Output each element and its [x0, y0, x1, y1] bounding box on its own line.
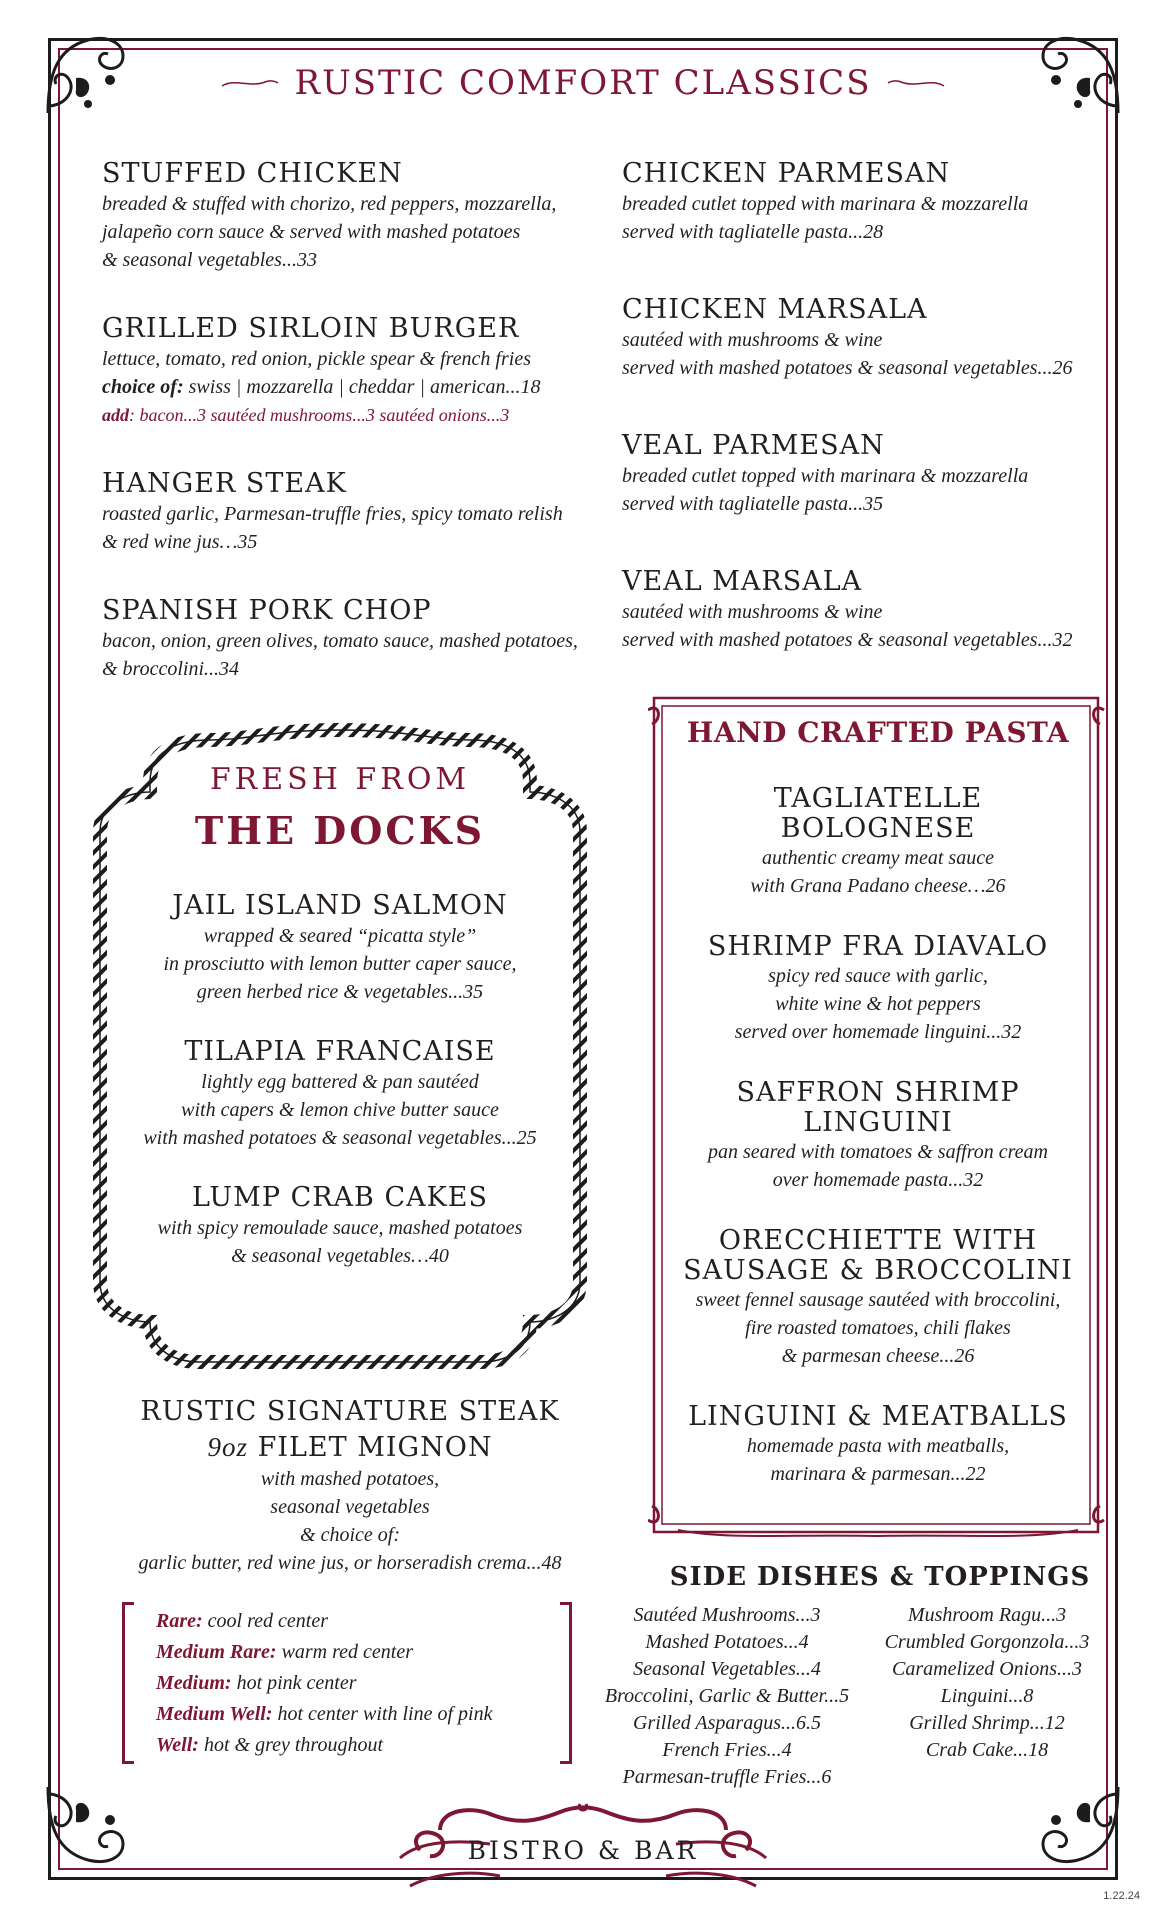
- fresh-from-docks-section: [80, 722, 600, 1370]
- menu-item: [622, 158, 1092, 246]
- item-name: CHICKEN MARSALA: [622, 294, 928, 325]
- temp-label: Medium Well:: [156, 1703, 273, 1725]
- side-item: Crab Cake...18: [925, 1739, 1049, 1761]
- swash-right-icon: [886, 76, 946, 90]
- desc-line: pan seared with tomatoes & saffron cream: [708, 1141, 1048, 1163]
- sides-column-left: [586, 1602, 868, 1791]
- item-name: SPANISH PORK CHOP: [102, 595, 432, 626]
- side-item: Mushroom Ragu...3: [907, 1604, 1067, 1626]
- temperature-row: [156, 1606, 492, 1637]
- menu-item: [110, 1182, 570, 1270]
- pasta-items: [678, 784, 1078, 1520]
- item-name: SAFFRON SHRIMP LINGUINI: [736, 1077, 1020, 1138]
- item-name: TAGLIATELLE BOLOGNESE: [773, 783, 983, 844]
- desc-line: in prosciutto with lemon butter caper sauce,: [163, 953, 517, 975]
- hand-crafted-pasta-section: [648, 690, 1108, 1540]
- side-item: Crumbled Gorgonzola...3: [884, 1631, 1090, 1653]
- item-description: [110, 922, 570, 1006]
- desc-line: sautéed with mushrooms & wine: [622, 601, 883, 623]
- desc-line: spicy red sauce with garlic,: [768, 965, 988, 987]
- side-item: Broccolini, Garlic & Butter...5: [604, 1685, 850, 1707]
- item-name: VEAL PARMESAN: [622, 430, 885, 461]
- item-description: [678, 1138, 1078, 1194]
- item-name: STUFFED CHICKEN: [102, 158, 403, 189]
- item-name: SHRIMP FRA DIAVALO: [707, 931, 1049, 962]
- temp-label: Medium:: [156, 1672, 232, 1694]
- desc-line: seasonal vegetables: [270, 1496, 430, 1518]
- item-description: [622, 190, 1092, 246]
- bracket-right: [560, 1602, 572, 1764]
- signature-steak-section: [110, 1394, 590, 1577]
- menu-item: [622, 430, 1092, 518]
- side-item: French Fries...4: [662, 1739, 792, 1761]
- menu-item: [102, 313, 602, 429]
- side-item: Sautéed Mushrooms...3: [633, 1604, 821, 1626]
- desc-line: breaded cutlet topped with marinara & mozzarella: [622, 465, 1029, 487]
- item-description: [622, 598, 1092, 654]
- desc-line: white wine & hot peppers: [775, 993, 981, 1015]
- pasta-title: HAND CRAFTED PASTA: [686, 716, 1070, 749]
- signature-title: RUSTIC SIGNATURE STEAK: [140, 1396, 560, 1427]
- temp-text: hot & grey throughout: [198, 1734, 384, 1756]
- temp-label: Medium Rare:: [156, 1641, 277, 1663]
- side-item: Mashed Potatoes...4: [645, 1631, 809, 1653]
- menu-item: [678, 1226, 1078, 1370]
- desc-line: lettuce, tomato, red onion, pickle spear & french fries: [102, 348, 531, 370]
- desc-line: sweet fennel sausage sautéed with broccolini,: [695, 1289, 1061, 1311]
- item-name: LUMP CRAB CAKES: [191, 1182, 489, 1213]
- desc-line: & choice of:: [300, 1524, 400, 1546]
- desc-line: with Grana Padano cheese…26: [750, 875, 1006, 897]
- docks-items: [110, 890, 570, 1300]
- desc-line: served with mashed potatoes & seasonal vegetables...26: [622, 357, 1073, 379]
- menu-item: [678, 784, 1078, 900]
- desc-line: breaded cutlet topped with marinara & mozzarella: [622, 193, 1029, 215]
- menu-item: [622, 294, 1092, 382]
- desc-line: with spicy remoulade sauce, mashed potatoes: [157, 1217, 523, 1239]
- menu-item: [110, 890, 570, 1006]
- desc-line: marinara & parmesan...22: [770, 1463, 986, 1485]
- side-item: Caramelized Onions...3: [892, 1658, 1082, 1680]
- item-description: [678, 1432, 1078, 1488]
- desc-line: authentic creamy meat sauce: [762, 847, 994, 869]
- desc-line: garlic butter, red wine jus, or horseradish crema...48: [138, 1552, 562, 1574]
- item-name: JAIL ISLAND SALMON: [172, 890, 508, 921]
- temperature-row: [156, 1668, 492, 1699]
- menu-item: [678, 1078, 1078, 1194]
- signature-item-name: [110, 1430, 590, 1465]
- desc-line: lightly egg battered & pan sautéed: [201, 1071, 479, 1093]
- temp-text: hot center with line of pink: [272, 1703, 493, 1725]
- item-name: TILAPIA FRANCAISE: [184, 1036, 496, 1067]
- item-description: [102, 190, 602, 274]
- side-item: Seasonal Vegetables...4: [633, 1658, 821, 1680]
- side-dishes-list: [586, 1602, 1106, 1791]
- corner-flourish-icon: [28, 1772, 138, 1882]
- corner-flourish-icon: [28, 18, 138, 128]
- desc-line: green herbed rice & vegetables...35: [196, 981, 484, 1003]
- desc-line: fire roasted tomatoes, chili flakes: [745, 1317, 1011, 1339]
- left-menu-column: [102, 158, 602, 722]
- choice-line: [102, 373, 602, 401]
- item-description: [102, 627, 602, 683]
- side-item: Grilled Asparagus...6.5: [633, 1712, 821, 1734]
- temperature-row: [156, 1730, 492, 1761]
- docks-title-top: FRESH FROM: [209, 762, 471, 797]
- item-description: [110, 1214, 570, 1270]
- docks-title-bottom: THE DOCKS: [194, 808, 486, 853]
- desc-line: & broccolini...34: [102, 658, 240, 680]
- steak-temperature-guide: [122, 1602, 572, 1764]
- temp-text: cool red center: [202, 1610, 328, 1632]
- sides-column-right: [868, 1602, 1106, 1791]
- desc-line: & red wine jus…35: [102, 531, 258, 553]
- desc-line: bacon, onion, green olives, tomato sauce, mashed potatoes,: [102, 630, 578, 652]
- right-menu-column: [622, 158, 1092, 702]
- temp-label: Rare:: [156, 1610, 203, 1632]
- desc-line: jalapeño corn sauce & served with mashed potatoes: [102, 221, 521, 243]
- desc-line: with mashed potatoes,: [260, 1468, 440, 1490]
- desc-line: & seasonal vegetables...33: [102, 249, 317, 271]
- temperature-row: [156, 1699, 492, 1730]
- desc-line: served with tagliatelle pasta...35: [622, 493, 884, 515]
- item-name: GRILLED SIRLOIN BURGER: [102, 313, 520, 344]
- menu-item: [102, 158, 602, 274]
- item-description: [678, 844, 1078, 900]
- menu-item: [102, 595, 602, 683]
- item-description: [102, 500, 602, 556]
- item-name: HANGER STEAK: [102, 468, 347, 499]
- item-description: [678, 962, 1078, 1046]
- side-item: Parmesan-truffle Fries...6: [622, 1766, 832, 1788]
- menu-item: [102, 468, 602, 556]
- page-title: RUSTIC COMFORT CLASSICS: [294, 63, 872, 103]
- temperature-list: [156, 1606, 492, 1761]
- logo-text: BISTRO & BAR: [467, 1836, 699, 1865]
- desc-line: sautéed with mushrooms & wine: [622, 329, 883, 351]
- desc-line: with mashed potatoes & seasonal vegetables...25: [143, 1127, 537, 1149]
- date-code: 1.22.24: [1103, 1890, 1140, 1902]
- sides-title: SIDE DISHES & TOPPINGS: [669, 1562, 1091, 1592]
- bistro-bar-logo: [380, 1800, 786, 1890]
- menu-item: [110, 1036, 570, 1152]
- menu-header: [200, 56, 966, 110]
- item-description: [678, 1286, 1078, 1370]
- menu-item: [678, 1402, 1078, 1488]
- menu-item: [678, 932, 1078, 1046]
- desc-line: & parmesan cheese...26: [781, 1345, 975, 1367]
- desc-line: roasted garlic, Parmesan-truffle fries, spicy tomato relish: [102, 503, 563, 525]
- side-item: Grilled Shrimp...12: [909, 1712, 1065, 1734]
- swash-left-icon: [220, 76, 280, 90]
- item-description: [102, 345, 602, 429]
- item-description: [110, 1068, 570, 1152]
- menu-item: [622, 566, 1092, 654]
- temp-text: hot pink center: [231, 1672, 357, 1694]
- temp-text: warm red center: [276, 1641, 414, 1663]
- desc-line: served over homemade linguini...32: [734, 1021, 1022, 1043]
- desc-line: with capers & lemon chive butter sauce: [181, 1099, 499, 1121]
- item-description: [110, 1465, 590, 1577]
- choice-text: swiss | mozzarella | cheddar | american...18: [183, 376, 541, 398]
- corner-flourish-icon: [1028, 18, 1138, 128]
- temp-label: Well:: [156, 1734, 199, 1756]
- desc-line: served with mashed potatoes & seasonal vegetables...32: [622, 629, 1073, 651]
- choice-label: choice of:: [102, 376, 184, 398]
- desc-line: homemade pasta with meatballs,: [746, 1435, 1010, 1457]
- add-text: : bacon...3 sautéed mushrooms...3 sautéed onions...3: [129, 405, 510, 425]
- item-description: [622, 462, 1092, 518]
- side-item: Linguini...8: [940, 1685, 1034, 1707]
- desc-line: served with tagliatelle pasta...28: [622, 221, 884, 243]
- item-name: VEAL MARSALA: [622, 566, 863, 597]
- item-description: [622, 326, 1092, 382]
- temperature-row: [156, 1637, 492, 1668]
- desc-line: breaded & stuffed with chorizo, red peppers, mozzarella,: [102, 193, 557, 215]
- item-name: LINGUINI & MEATBALLS: [688, 1401, 1068, 1432]
- item-name: CHICKEN PARMESAN: [622, 158, 951, 189]
- add-label: add: [102, 405, 129, 425]
- item-name: ORECCHIETTE WITH SAUSAGE & BROCCOLINI: [683, 1225, 1073, 1286]
- steak-name: FILET MIGNON: [248, 1432, 493, 1463]
- add-on-line: [102, 401, 602, 429]
- steak-size: 9oz: [207, 1432, 249, 1462]
- bracket-left: [122, 1602, 134, 1764]
- desc-line: & seasonal vegetables…40: [231, 1245, 449, 1267]
- desc-line: over homemade pasta...32: [772, 1169, 984, 1191]
- desc-line: wrapped & seared “picatta style”: [203, 925, 477, 947]
